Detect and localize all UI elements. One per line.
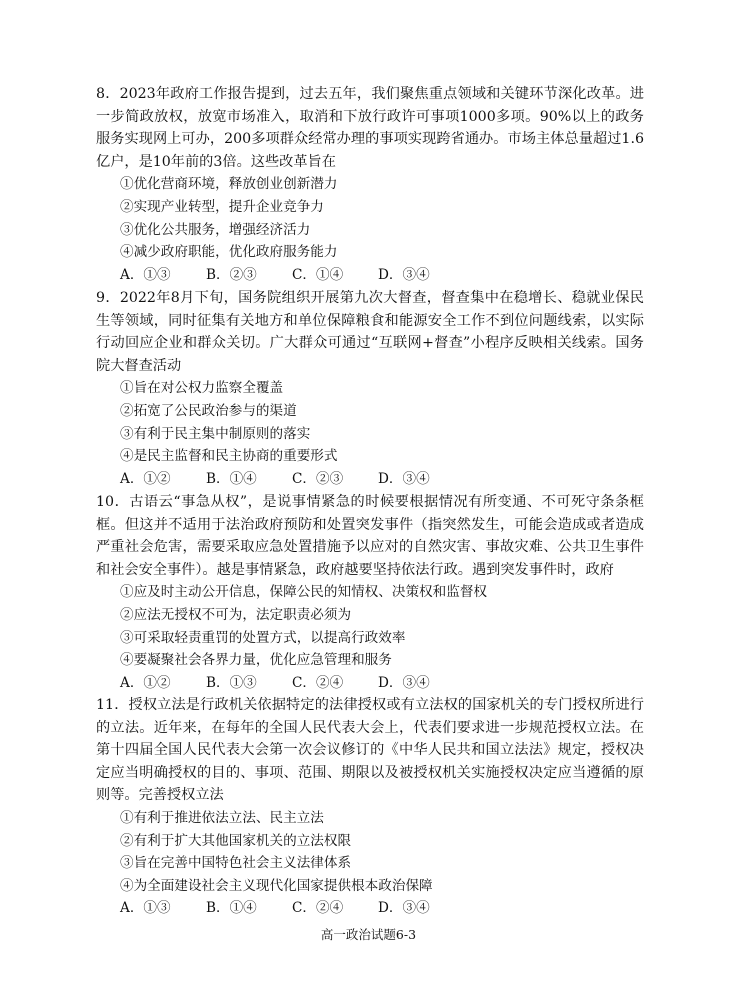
answer-choice-a: A．①②: [120, 674, 171, 691]
answer-choice-b: B．①④: [206, 900, 257, 917]
option-item: ①应及时主动公开信息，保障公民的知情权、决策权和监督权: [120, 584, 488, 601]
answer-choices: [96, 468, 644, 491]
option-item: ③可采取轻责重罚的处置方式，以提高行政效率: [120, 629, 406, 646]
option-item: ④要凝聚社会各界力量，优化应急管理和服务: [120, 652, 392, 669]
question-11: [96, 694, 644, 920]
question-stem: 9．2022年8月下旬，国务院组织开展第九次大督查，督查集中在稳增长、稳就业保民生等领域，同时征集有关地方和单位保障粮食和能源安全工作不到位问题线索，以实际行动回应企业和群众关切。广大群众可通过“互联网+督查”小程序反映相关线索。国务院大督查活动: [96, 290, 644, 374]
option-item: ④减少政府职能，优化政府服务能力: [120, 244, 338, 261]
option-item: ②有利于扩大其他国家机关的立法权限: [120, 832, 352, 849]
answer-choice-b: B．①④: [206, 470, 257, 487]
option-item: ②拓宽了公民政治参与的渠道: [120, 402, 297, 419]
answer-choice-c: C．②③: [292, 470, 344, 487]
option-list: [96, 377, 644, 467]
answer-choice-d: D．③④: [378, 470, 430, 487]
question-stem: 10．古语云“事急从权”，是说事情紧急的时候要根据情况有所变通、不可死守条条框框。但这并不适用于法治政府预防和处置突发事件（指突然发生，可能会造成或者造成严重社会危害，需要采取应急处置措施予以应对的自然灾害、事故灾难、公共卫生事件和社会安全事件）。越是事情紧急，政府越要坚持依法行政。遇到突发事件时，政府: [96, 494, 644, 578]
option-item: ①有利于推进依法立法、民主立法: [120, 809, 324, 826]
answer-choices: [96, 672, 644, 695]
answer-choice-d: D．③④: [378, 900, 430, 917]
option-item: ③旨在完善中国特色社会主义法律体系: [120, 855, 352, 872]
answer-choice-a: A．①③: [120, 900, 171, 917]
option-item: ④为全面建设社会主义现代化国家提供根本政治保障: [120, 877, 433, 894]
answer-choice-c: C．②④: [292, 674, 344, 691]
option-list: [96, 173, 644, 263]
option-item: ①优化营商环境，释放创业创新潜力: [120, 176, 338, 193]
answer-choice-d: D．③④: [378, 266, 430, 283]
option-list: [96, 581, 644, 671]
option-list: [96, 807, 644, 897]
question-stem: 8．2023年政府工作报告提到，过去五年，我们聚焦重点领域和关键环节深化改革。进一步简政放权，放宽市场准入，取消和下放行政许可事项1000多项。90%以上的政务服务实现网上可办，200多项群众经常办理的事项实现跨省通办。市场主体总量超过1.6亿户，是10年前的3倍。这些改革旨在: [96, 86, 644, 170]
answer-choice-b: B．①③: [206, 674, 257, 691]
option-item: ③有利于民主集中制原则的落实: [120, 425, 311, 442]
option-item: ③优化公共服务，增强经济活力: [120, 221, 311, 238]
answer-choice-a: A．①③: [120, 266, 171, 283]
answer-choices: [96, 897, 644, 920]
question-10: [96, 491, 644, 694]
answer-choice-d: D．③④: [378, 674, 430, 691]
answer-choice-c: C．②④: [292, 900, 344, 917]
answer-choice-b: B．②③: [206, 266, 257, 283]
option-item: ④是民主监督和民主协商的重要形式: [120, 448, 338, 465]
question-9: [96, 287, 644, 490]
answer-choice-c: C．①④: [292, 266, 344, 283]
option-item: ②应法无授权不可为，法定职责必须为: [120, 606, 352, 623]
question-8: [96, 83, 644, 286]
page-footer: 高一政治试题6-3: [320, 927, 417, 942]
option-item: ②实现产业转型，提升企业竞争力: [120, 198, 324, 215]
answer-choices: [96, 264, 644, 287]
answer-choice-a: A．①②: [120, 470, 171, 487]
option-item: ①旨在对公权力监察全覆盖: [120, 380, 284, 397]
question-stem: 11．授权立法是行政机关依据特定的法律授权或有立法权的国家机关的专门授权所进行的立法。近年来，在每年的全国人民代表大会上，代表们要求进一步规范授权立法。在第十四届全国人民代表大会第一次会议修订的《中华人民共和国立法法》规定，授权决定应当明确授权的目的、事项、范围、期限以及被授权机关实施授权决定应当遵循的原则等。完善授权立法: [96, 697, 644, 804]
